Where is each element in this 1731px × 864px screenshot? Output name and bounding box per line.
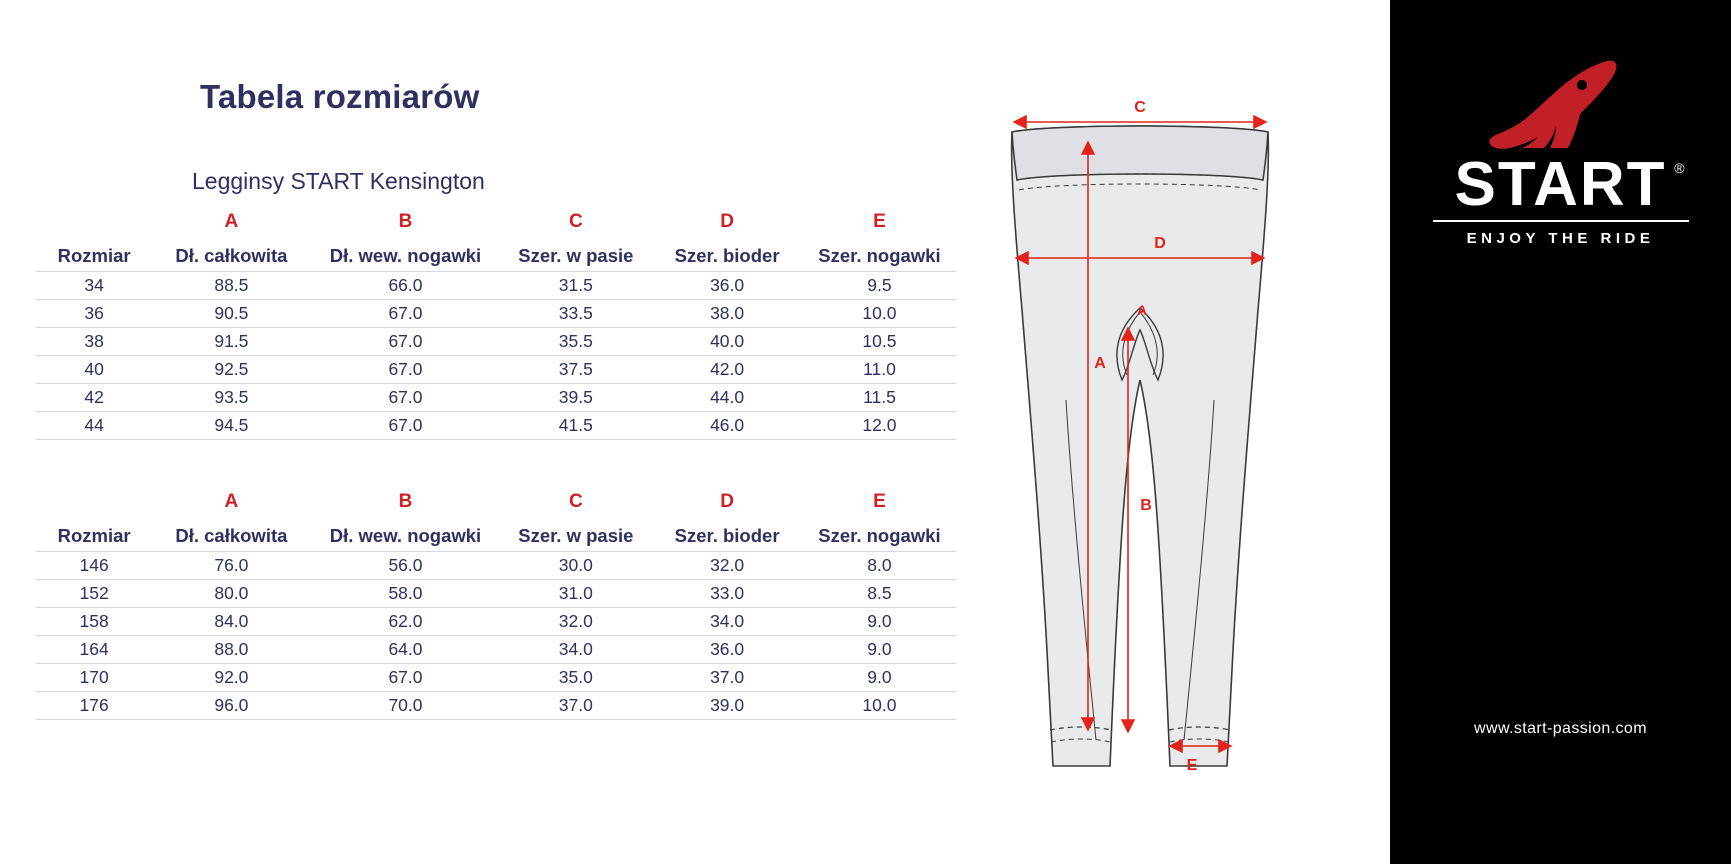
cell-b: 67.0 — [311, 356, 501, 384]
letter-d: D — [720, 211, 734, 232]
cell-a: 76.0 — [152, 552, 310, 580]
cell-a: 92.5 — [152, 356, 310, 384]
letter-size — [36, 205, 152, 233]
cell-d: 40.0 — [651, 328, 803, 356]
letter-row — [36, 485, 956, 513]
cell-d: 46.0 — [651, 412, 803, 440]
brand-wordmark — [1454, 150, 1685, 219]
letter-size — [36, 485, 152, 513]
product-subtitle: Legginsy START Kensington — [192, 168, 485, 194]
cell-b: 64.0 — [311, 636, 501, 664]
diagram-label-e: E — [1186, 757, 1198, 774]
letter-row — [36, 205, 956, 233]
brand-logo — [1416, 60, 1706, 247]
letter-b: B — [398, 211, 413, 232]
cell-c: 31.0 — [500, 580, 651, 608]
letter-c: C — [568, 211, 583, 232]
diagram-label-a: A — [1094, 355, 1106, 372]
cell-c: 39.5 — [500, 384, 651, 412]
cell-d: 39.0 — [651, 692, 803, 720]
column-header-waist: Szer. w pasie — [518, 245, 634, 266]
letter-e: E — [873, 211, 886, 232]
table-row — [36, 272, 956, 300]
cell-e: 9.0 — [803, 608, 956, 636]
cell-size: 42 — [36, 384, 152, 412]
website-url: www.start-passion.com — [1474, 720, 1647, 737]
cell-e: 11.5 — [803, 384, 956, 412]
cell-b: 70.0 — [311, 692, 501, 720]
cell-b: 67.0 — [311, 384, 501, 412]
cell-e: 10.0 — [803, 692, 956, 720]
cell-e: 9.0 — [803, 664, 956, 692]
cell-d: 38.0 — [651, 300, 803, 328]
cell-a: 93.5 — [152, 384, 310, 412]
column-header-hips: Szer. bioder — [674, 245, 780, 266]
column-header-total-length: Dł. całkowita — [175, 525, 288, 546]
horse-head-icon — [1486, 60, 1636, 152]
cell-a: 90.5 — [152, 300, 310, 328]
cell-e: 8.0 — [803, 552, 956, 580]
cell-a: 91.5 — [152, 328, 310, 356]
cell-size: 164 — [36, 636, 152, 664]
cell-d: 44.0 — [651, 384, 803, 412]
cell-a: 96.0 — [152, 692, 310, 720]
logo-divider — [1433, 220, 1689, 222]
header-row — [36, 513, 956, 552]
cell-c: 33.5 — [500, 300, 651, 328]
column-header-inseam: Dł. wew. nogawki — [329, 525, 482, 546]
cell-c: 35.5 — [500, 328, 651, 356]
cell-size: 44 — [36, 412, 152, 440]
diagram-label-c: C — [1134, 99, 1146, 116]
cell-size: 176 — [36, 692, 152, 720]
cell-d: 36.0 — [651, 636, 803, 664]
diagram-label-b: B — [1140, 497, 1152, 514]
cell-b: 67.0 — [311, 412, 501, 440]
cell-size: 152 — [36, 580, 152, 608]
letter-a: A — [224, 491, 239, 512]
cell-d: 34.0 — [651, 608, 803, 636]
brand-panel — [1390, 0, 1731, 864]
page-title: Tabela rozmiarów — [200, 78, 480, 115]
cell-c: 31.5 — [500, 272, 651, 300]
cell-size: 146 — [36, 552, 152, 580]
letter-a: A — [224, 211, 239, 232]
cell-a: 88.5 — [152, 272, 310, 300]
letter-b: B — [398, 491, 413, 512]
table-row — [36, 300, 956, 328]
table-row — [36, 412, 956, 440]
cell-a: 80.0 — [152, 580, 310, 608]
cell-size: 158 — [36, 608, 152, 636]
size-table-adult — [36, 205, 956, 440]
cell-b: 62.0 — [311, 608, 501, 636]
column-header-inseam: Dł. wew. nogawki — [329, 245, 482, 266]
registered-mark: ® — [1674, 160, 1685, 176]
table-row — [36, 580, 956, 608]
cell-b: 66.0 — [311, 272, 501, 300]
cell-a: 88.0 — [152, 636, 310, 664]
cell-e: 9.5 — [803, 272, 956, 300]
cell-e: 10.5 — [803, 328, 956, 356]
cell-e: 10.0 — [803, 300, 956, 328]
table-row — [36, 636, 956, 664]
cell-c: 34.0 — [500, 636, 651, 664]
cell-a: 92.0 — [152, 664, 310, 692]
cell-a: 84.0 — [152, 608, 310, 636]
column-header-total-length: Dł. całkowita — [175, 245, 288, 266]
cell-c: 30.0 — [500, 552, 651, 580]
column-header-size: Rozmiar — [57, 525, 131, 546]
leggings-measurement-diagram — [1000, 80, 1390, 800]
table-row — [36, 328, 956, 356]
cell-size: 38 — [36, 328, 152, 356]
column-header-leg-width: Szer. nogawki — [818, 525, 941, 546]
cell-e: 12.0 — [803, 412, 956, 440]
column-header-hips: Szer. bioder — [674, 525, 780, 546]
cell-c: 37.0 — [500, 692, 651, 720]
brand-tagline: ENJOY THE RIDE — [1466, 230, 1655, 247]
header-row — [36, 233, 956, 272]
cell-d: 42.0 — [651, 356, 803, 384]
table-row — [36, 692, 956, 720]
cell-size: 34 — [36, 272, 152, 300]
cell-b: 67.0 — [311, 664, 501, 692]
cell-size: 36 — [36, 300, 152, 328]
cell-b: 67.0 — [311, 300, 501, 328]
cell-d: 36.0 — [651, 272, 803, 300]
brand-name: START — [1454, 150, 1667, 219]
letter-c: C — [568, 491, 583, 512]
table-row — [36, 608, 956, 636]
cell-size: 40 — [36, 356, 152, 384]
cell-b: 58.0 — [311, 580, 501, 608]
column-header-leg-width: Szer. nogawki — [818, 245, 941, 266]
cell-c: 37.5 — [500, 356, 651, 384]
cell-d: 32.0 — [651, 552, 803, 580]
cell-c: 32.0 — [500, 608, 651, 636]
table-row — [36, 552, 956, 580]
cell-e: 11.0 — [803, 356, 956, 384]
cell-d: 37.0 — [651, 664, 803, 692]
cell-a: 94.5 — [152, 412, 310, 440]
cell-e: 9.0 — [803, 636, 956, 664]
diagram-label-a-crotch: A — [1136, 302, 1148, 318]
cell-e: 8.5 — [803, 580, 956, 608]
diagram-label-d: D — [1154, 235, 1166, 252]
column-header-size: Rozmiar — [57, 245, 131, 266]
table-row — [36, 384, 956, 412]
cell-b: 56.0 — [311, 552, 501, 580]
cell-d: 33.0 — [651, 580, 803, 608]
letter-d: D — [720, 491, 734, 512]
cell-b: 67.0 — [311, 328, 501, 356]
letter-e: E — [873, 491, 886, 512]
size-table-junior — [36, 485, 956, 720]
table-row — [36, 664, 956, 692]
table-row — [36, 356, 956, 384]
cell-c: 41.5 — [500, 412, 651, 440]
cell-size: 170 — [36, 664, 152, 692]
cell-c: 35.0 — [500, 664, 651, 692]
column-header-waist: Szer. w pasie — [518, 525, 634, 546]
